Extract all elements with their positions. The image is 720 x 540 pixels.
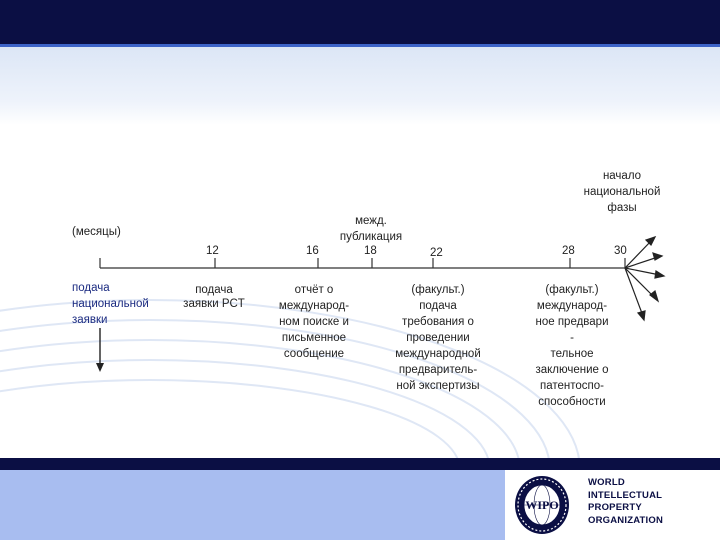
caption-national-filing: подача национальной заявки bbox=[72, 282, 149, 326]
svg-text:WIPO: WIPO bbox=[525, 498, 559, 512]
bottom-rule bbox=[0, 458, 720, 470]
caption-pct-filing: подача заявки PCT bbox=[183, 284, 245, 310]
caption-iper: (факульт.) международ- ное предвари - тельное заключение о патентоспо- способности bbox=[535, 284, 609, 408]
months-label: (месяцы) bbox=[72, 226, 121, 238]
caption-search-report: отчёт о международ- ном поиске и письменное сообщение bbox=[278, 284, 350, 360]
tick-label-18: 18 bbox=[364, 245, 377, 257]
tick-label-12: 12 bbox=[206, 245, 219, 257]
org-name: WORLD INTELLECTUAL PROPERTY ORGANIZATION bbox=[588, 477, 664, 526]
national-filing-arrow bbox=[96, 328, 104, 372]
tick-label-16: 16 bbox=[306, 245, 319, 257]
national-phase-arrows bbox=[625, 237, 664, 320]
caption-publication: межд. публикация bbox=[339, 215, 403, 243]
wipo-emblem bbox=[512, 474, 572, 536]
caption-national-phase: начало национальной фазы bbox=[583, 170, 661, 214]
caption-demand: (факульт.) подача требования о проведении международной предваритель- ной экспертизы bbox=[395, 284, 481, 392]
tick-label-28: 28 bbox=[562, 245, 575, 257]
tick-label-30: 30 bbox=[614, 245, 627, 257]
tick-label-22: 22 bbox=[430, 247, 443, 259]
